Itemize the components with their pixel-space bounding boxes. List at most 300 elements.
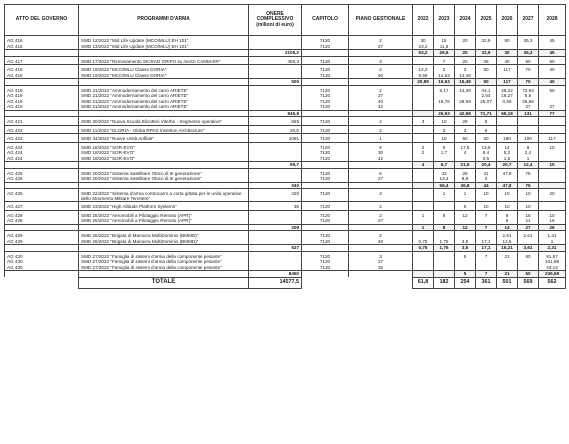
subtotal-oneri: 2105,2 [249,50,302,57]
programma-cell: SMD 18/2022 "SOR-EVO" [79,150,249,156]
capitolo-cell: 7120 [302,213,349,219]
programma-cell: SMD 20/2022 "Sistema Satellitare Ottico di III generazione" [79,171,249,177]
piano-gestionale-cell: 3 [349,254,413,260]
year-value-cell: 43 [434,171,455,177]
year-value-cell: 27 [518,104,539,110]
year-value-cell: 50 [455,136,476,142]
subtotal-year-value: 15,48 [455,79,476,86]
capitolo-cell: 7120 [302,104,349,110]
atto-cell: AG 428 [5,213,79,219]
subtotal-year-value: 6,7 [434,162,455,169]
programma-cell: SMD 26/2022 "Brigata di Manovra MultiDominio (BMMD)" [79,239,249,245]
year-value-cell: 91,57 [539,254,566,260]
subtotal-year-value: 17,1 [476,245,497,252]
subtotal-year-value: 1,75 [434,245,455,252]
subtotal-year-value: 12 [455,224,476,231]
capitolo-cell: 7120 [302,119,349,125]
year-value-cell: 10 [539,145,566,151]
programma-cell: SMD 25/2022 "Aeromobili a Pilotaggio Remoto (APR)" [79,218,249,224]
atto-cell: AG 424 [5,150,79,156]
subtotal-year-value: 21,5 [455,162,476,169]
year-value-cell: 10 [518,204,539,210]
year-value-cell: 27 [539,104,566,110]
subtotal-oneri: 95,7 [249,162,302,169]
total-year: 254 [455,277,476,288]
subtotal-year-value: 20,89 [413,79,434,86]
subtotal-year-value: 20 [455,50,476,57]
subtotal-year-value: 1 [413,224,434,231]
year-value-cell: 8,8 [455,176,476,182]
subtotal-year-value: 75 [518,182,539,189]
programma-cell: SMD 27/2022 "Famiglia di sistemi d'arma della componente pesante" [79,254,249,260]
piano-gestionale-cell: 3 [349,59,413,65]
piano-gestionale-cell: 2 [349,38,413,44]
subtotal-year-value: 8 [434,224,455,231]
piano-gestionale-cell: 30 [349,150,413,156]
year-value-cell: 20 [455,59,476,65]
subtotal-year-value: 5 [455,271,476,278]
header-year: 2022 [413,5,434,36]
total-year: 569 [518,277,539,288]
programma-cell: SMD 27/2022 "Famiglia di sistemi d'arma della componente pesante" [79,259,249,265]
year-value-cell: 10 [476,191,497,202]
subtotal-year-value: 56,4 [434,182,455,189]
year-value-cell: 2,61 [497,233,518,239]
piano-gestionale-cell: 2 [349,213,413,219]
year-value-cell: 10 [539,213,566,219]
subtotal-year-value: 65,18 [497,110,518,117]
capitolo-cell: 7120 [302,38,349,44]
header-year: 2028 [539,5,566,36]
atto-cell: AG 428 [5,218,79,224]
programma-cell: SMD 18/2022 "SOR-EVO" [79,145,249,151]
year-value-cell: 2 [434,67,455,73]
year-value-cell: 1,7 [434,150,455,156]
atto-cell: AG 419 [5,88,79,94]
year-value-cell: 23,2 [413,44,434,50]
subtotal-year-value: 45 [539,50,566,57]
subtotal-oneri: 8450 [249,271,302,278]
year-value-cell: 21 [497,254,518,260]
header-programmi: PROGRAMMI D'ARMA [79,5,249,36]
programma-cell: SMD 23/2022 "High Altitude Platform Systems" [79,204,249,210]
year-value-cell: 1 [434,191,455,202]
year-value-cell: 10 [518,191,539,202]
year-value-cell: 60 [518,254,539,260]
year-value-cell: 6 [476,128,497,134]
oneri-cell: 35 [249,204,302,210]
piano-gestionale-cell: 2 [349,88,413,94]
year-value-cell: 80 [497,38,518,44]
header-row [5,5,566,36]
programma-cell: SMD 17/2022 "Rinnovamento SICRAD GRIFO su mezzi CAMM-ER" [79,59,249,65]
year-value-cell: 3 [413,119,434,125]
table-row [5,191,566,202]
subtotal-year-value: 32,9 [476,50,497,57]
subtotal-year-value: 7 [476,224,497,231]
piano-gestionale-cell: 6 [349,145,413,151]
year-value-cell: 25,56 [518,99,539,105]
year-value-cell: 14,39 [455,88,476,94]
programma-cell: SMD 13/2022 "Mid Life Update (MCO/MLU) EH 101" [79,44,249,50]
year-value-cell: 28,59 [455,99,476,105]
year-value-cell: 7 [434,59,455,65]
year-value-cell: 0,69 [497,99,518,105]
piano-gestionale-cell: 32 [349,265,413,271]
subtotal-year-value: 3,61 [518,245,539,252]
year-value-cell: 3,5 [455,239,476,245]
programma-cell: SMD 11/2022 "GLORIA - Globa RPAS Insertion Architecture" [79,128,249,134]
subtotal-year-value: 60 [518,271,539,278]
year-value-cell: 36,3 [518,38,539,44]
year-value-cell: 3 [455,67,476,73]
year-value-cell: 16 [539,218,566,224]
total-spacer [349,277,413,288]
year-value-cell: 2 [413,150,434,156]
capitolo-cell: 7120 [302,99,349,105]
year-value-cell: 47,8 [497,171,518,177]
subtotal-year-value: 15,21 [497,245,518,252]
year-value-cell: 5 [476,119,497,125]
capitolo-cell: 7120 [302,239,349,245]
atto-cell: AG 425 [5,171,79,177]
year-value-cell: 40 [539,67,566,73]
subtotal-year-value: 44 [476,182,497,189]
subtotal-year-value: 12,4 [518,162,539,169]
year-value-cell: 17,1 [476,239,497,245]
capitolo-cell: 7120 [302,233,349,239]
year-value-cell: 14,48 [455,73,476,79]
year-value-cell: 10 [497,204,518,210]
oneri-cell: 2081 [249,136,302,142]
total-year: 61,8 [413,277,434,288]
year-value-cell: 1 [455,191,476,202]
piano-gestionale-cell: 40 [349,99,413,105]
capitolo-cell: 7120 [302,171,349,177]
year-value-cell: 9 [518,145,539,151]
atto-cell: AG 430 [5,259,79,265]
atto-cell: AG 421 [5,119,79,125]
year-value-cell: 1,31 [539,233,566,239]
capitolo-cell: 7120 [302,218,349,224]
atto-cell: AG 417 [5,59,79,65]
year-value-cell: 60 [518,59,539,65]
year-value-cell: 12,2 [413,67,434,73]
piano-gestionale-cell: 3 [349,191,413,202]
capitolo-cell: 7120 [302,59,349,65]
subtotal-year-value: 27 [518,224,539,231]
subtotal-oneri: 340 [249,182,302,189]
document-page [4,4,565,289]
subtotal-year-value: 4 [413,162,434,169]
piano-gestionale-cell: 2 [349,119,413,125]
year-value-cell: 10 [434,119,455,125]
subtotal-year-value: 71,71 [476,110,497,117]
year-value-cell: 13,4 [434,176,455,182]
piano-gestionale-cell: 2 [349,204,413,210]
subtotal-year-value: 2,31 [539,245,566,252]
programma-cell: SMD 22/2022 "Sistema d'arma controcarro a corta gittata per le unità operative dello Strumento Militare Terrestre" [79,191,249,202]
subtotal-year-value: 14 [497,224,518,231]
year-value-cell: 2,4 [518,150,539,156]
total-oneri: 14577,5 [249,277,302,288]
oneri-cell: 420 [249,191,302,202]
subtotal-year-value: 16,63 [434,79,455,86]
capitolo-cell: 7120 [302,128,349,134]
subtotal-year-value: 53,2 [413,50,434,57]
table-body [5,36,566,278]
capitolo-cell: 7120 [302,145,349,151]
year-value-cell: 28 [476,59,497,65]
atto-cell: AG 419 [5,93,79,99]
subtotal-year-value: 25,93 [434,110,455,117]
programma-cell: SMD 12/2022 "Mid Life Update (MCO/MLU) EH 101" [79,38,249,44]
subtotal-year-value: 26 [539,224,566,231]
oneri-cell: 456,3 [249,59,302,65]
year-value-cell: 9,17 [434,88,455,94]
year-value-cell: 4 [455,150,476,156]
piano-gestionale-cell: 2 [349,67,413,73]
programma-cell: SMD 21/2022 "Ammodernamento del carro ARIETE" [79,99,249,105]
year-value-cell: 30 [413,38,434,44]
piano-gestionale-cell: 42 [349,104,413,110]
capitolo-cell: 7120 [302,191,349,202]
header-year: 2024 [455,5,476,36]
piano-gestionale-cell: 27 [349,44,413,50]
subtotal-year-value: 30 [497,50,518,57]
total-spacer [302,277,349,288]
year-value-cell: 5 [455,204,476,210]
year-value-cell: 13,5 [476,145,497,151]
year-value-cell: 0,5 [476,156,497,162]
piano-gestionale-cell: 27 [349,176,413,182]
year-value-cell: 1 [518,156,539,162]
year-value-cell: 12,6 [497,239,518,245]
total-year: 182 [434,277,455,288]
year-value-cell: 8 [434,213,455,219]
subtotal-year-value: 20,7 [497,162,518,169]
year-value-cell: 1,75 [434,239,455,245]
atto-cell: AG 418 [5,73,79,79]
programma-cell: SMD 19/2022 "MCO/MLU Classe DORIA" [79,67,249,73]
year-value-cell: 16 [518,213,539,219]
year-value-cell: 7 [476,213,497,219]
year-value-cell: 7 [476,254,497,260]
subtotal-year-value: 26,6 [434,50,455,57]
year-value-cell: 14 [497,145,518,151]
subtotal-year-value: 3,5 [455,245,476,252]
capitolo-cell: 7120 [302,67,349,73]
oneri-cell: 655 [249,119,302,125]
year-value-cell: 75 [518,171,539,177]
year-value-cell: 25,07 [476,99,497,105]
piano-gestionale-cell: 42 [349,156,413,162]
atto-cell: AG 419 [5,99,79,105]
subtotal-year-value: 7 [476,271,497,278]
year-value-cell: 6 [497,218,518,224]
year-value-cell: 20 [455,38,476,44]
header-year: 2025 [476,5,497,36]
year-value-cell: 10 [497,191,518,202]
year-value-cell: 32,9 [476,38,497,44]
programma-cell: SMD 19/2022 "MCO/MLU Classe DORIA" [79,73,249,79]
year-value-cell: 117 [539,136,566,142]
year-value-cell: 16,76 [434,99,455,105]
year-value-cell: 8,69 [413,73,434,79]
programma-cell: SMD 18/2022 "SOR-EVO" [79,156,249,162]
atto-cell: AG 424 [5,145,79,151]
year-value-cell: 0,75 [413,239,434,245]
year-value-cell: 73,94 [518,88,539,94]
capitolo-cell: 7120 [302,176,349,182]
capitolo-cell: 7120 [302,44,349,50]
year-value-cell: 2 [413,145,434,151]
year-value-cell: 2,54 [476,93,497,99]
piano-gestionale-cell: 27 [349,259,413,265]
subtotal-year-value: 236,68 [539,271,566,278]
year-value-cell: 29 [455,119,476,125]
year-value-cell: 60 [539,59,566,65]
atto-cell: AG 427 [5,204,79,210]
subtotal-year-value: 36,8 [455,182,476,189]
header-year: 2027 [518,5,539,36]
piano-gestionale-cell: 27 [349,218,413,224]
programma-cell: SMD 34/2022 "Nuove Unità Anfibie" [79,136,249,142]
year-value-cell: 100 [518,136,539,142]
programma-cell: SMD 20/2022 "Sistema Satellitare Ottico di III generazione" [79,176,249,182]
year-value-cell: 117 [497,67,518,73]
capitolo-cell: 7120 [302,93,349,99]
total-row [5,277,566,288]
year-value-cell: 3 [434,128,455,134]
capitolo-cell: 7120 [302,156,349,162]
subtotal-year-value: 47,8 [497,182,518,189]
year-value-cell: 5,2 [497,150,518,156]
subtotal-oneri: 527 [249,245,302,252]
year-value-cell: 50 [476,67,497,73]
programma-cell: SMD 21/2022 "Ammodernamento del carro ARIETE" [79,93,249,99]
year-value-cell: 1 [413,213,434,219]
year-value-cell: 8 [497,213,518,219]
piano-gestionale-cell: 1 [349,136,413,142]
programma-cell: SMD 21/2022 "Ammodernamento del carro ARIETE" [79,104,249,110]
year-value-cell: 3 [476,176,497,182]
header-year: 2023 [434,5,455,36]
piano-gestionale-cell: 40 [349,239,413,245]
capitolo-cell: 7120 [302,254,349,260]
subtotal-year-value: 131 [518,110,539,117]
header-atto: ATTO DEL GOVERNO [5,5,79,36]
atto-cell: AG 430 [5,254,79,260]
subtotal-oneri: 209 [249,224,302,231]
header-capitolo: CAPITOLO [302,5,349,36]
year-value-cell: 40 [497,59,518,65]
atto-cell: AG 424 [5,156,79,162]
year-value-cell: 14,63 [434,73,455,79]
piano-gestionale-cell: 2 [349,128,413,134]
programma-cell: SMD 25/2022 "Aeromobili a Pilotaggio Remoto (APR)" [79,213,249,219]
year-value-cell: 5 [455,254,476,260]
year-value-cell [413,191,434,202]
subtotal-year-value: 70 [518,79,539,86]
header-oneri: ONERE COMPLESSIVO (milioni di euro) [249,5,302,36]
year-value-cell: 1 [539,239,566,245]
subtotal-year-value: 10 [539,162,566,169]
oneri-cell: 20,5 [249,128,302,134]
total-year: 501 [497,277,518,288]
atto-cell: AG 416 [5,38,79,44]
subtotal-oneri: 500 [249,79,302,86]
year-value-cell: 50 [539,88,566,94]
year-value-cell: 1,5 [497,156,518,162]
subtotal-year-value: 36,3 [518,50,539,57]
total-year: 562 [539,277,566,288]
capitolo-cell: 7120 [302,150,349,156]
atto-cell: AG 426 [5,191,79,202]
capitolo-cell: 7120 [302,73,349,79]
atto-cell: AG 422 [5,128,79,134]
subtotal-year-value: 0,75 [413,245,434,252]
programma-cell: SMD 30/2022 "Nuova Scuola Elicotteri Viterbo - Segmento operativo" [79,119,249,125]
capitolo-cell: 7120 [302,259,349,265]
year-value-cell: 8,4 [476,150,497,156]
year-value-cell: 101,98 [539,259,566,265]
year-value-cell: 12 [455,213,476,219]
year-value-cell: 10 [476,204,497,210]
header-year: 2026 [497,5,518,36]
year-value-cell: 11,6 [434,44,455,50]
atto-cell: AG 430 [5,265,79,271]
year-value-cell: 16,27 [497,93,518,99]
programma-cell: SMD 21/2022 "Ammodernamento del carro ARIETE" [79,88,249,94]
year-value-cell: 3 [455,128,476,134]
capitolo-cell: 7120 [302,136,349,142]
year-value-cell: 41 [476,171,497,177]
subtotal-year-value: 77 [539,110,566,117]
piano-gestionale-cell: 2 [349,233,413,239]
year-value-cell: 44,1 [476,88,497,94]
capitolo-cell: 7120 [302,265,349,271]
year-value-cell: 48,22 [497,88,518,94]
year-value-cell: 43,13 [539,265,566,271]
programma-cell: SMD 26/2022 "Brigata di Manovra MultiDominio (BMMD)" [79,233,249,239]
year-value-cell: 2,61 [518,233,539,239]
atto-cell: AG 419 [5,104,79,110]
subtotal-oneri: 846,8 [249,110,302,117]
year-value-cell: 50 [476,136,497,142]
atto-cell: AG 418 [5,67,79,73]
weapons-program-table [4,4,566,289]
capitolo-cell: 7120 [302,88,349,94]
header-piano: PIANO GESTIONALE [349,5,413,36]
total-label: TOTALE [79,277,249,288]
atto-cell: AG 429 [5,239,79,245]
total-year: 361 [476,277,497,288]
subtotal-year-value: 50 [476,79,497,86]
year-value-cell: 15 [434,38,455,44]
year-value-cell: 5 [434,145,455,151]
subtotal-year-value: 117 [497,79,518,86]
capitolo-cell: 7120 [302,204,349,210]
subtotal-year-value: 40 [539,79,566,86]
piano-gestionale-cell: 27 [349,93,413,99]
year-value-cell: 180 [497,136,518,142]
atto-cell: AG 429 [5,233,79,239]
total-spacer [5,277,79,288]
programma-cell: SMD 27/2022 "Famiglia di sistemi d'arma della componente pesante" [79,265,249,271]
year-value-cell: 20 [539,191,566,202]
year-value-cell: 11 [518,218,539,224]
